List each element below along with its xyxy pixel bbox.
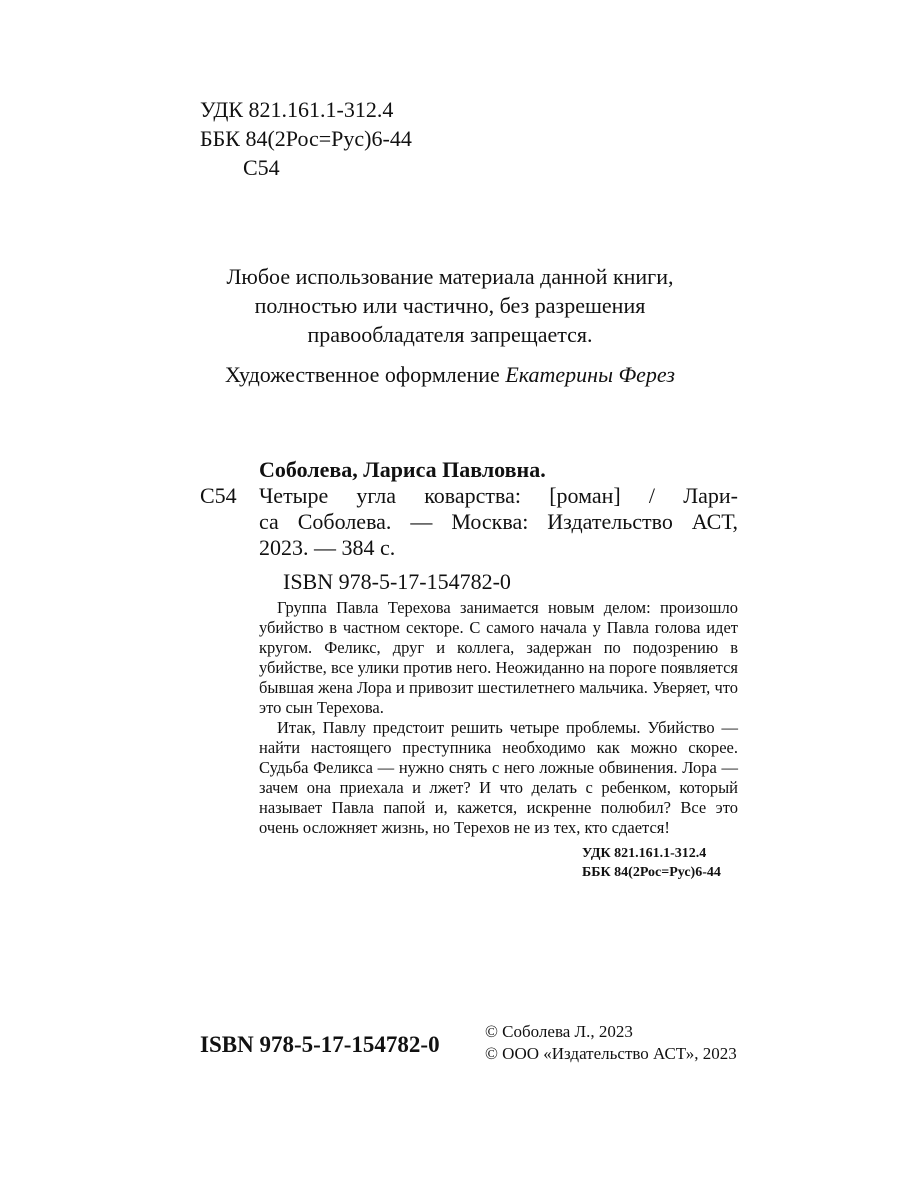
design-label: Художественное оформление xyxy=(225,362,500,387)
notice-line-3: правообладателя запрещается. xyxy=(307,322,593,347)
footer-isbn: ISBN 978-5-17-154782-0 xyxy=(200,1032,440,1057)
index-udk: УДК 821.161.1-312.4 xyxy=(582,846,707,861)
design-credit xyxy=(100,360,800,389)
bib-line-1: Четыре угла коварства: [роман] / Лари- xyxy=(259,483,738,508)
bib-author: Соболева, Лариса Павловна. xyxy=(259,457,546,482)
bib-line-2: са Соболева. — Москва: Издательство АСТ, xyxy=(259,509,738,534)
annotation-paragraph-1: Группа Павла Терехова занимается новым делом: произошло убийство в частном секторе. С самого начала у Павла голова идет кругом. Феликс, друг и коллега, задержан по подозрению в убийстве, все улики против него. Неожиданно на пороге появляется бывшая жена Лора и привозит шестилетнего мальчика. Уверяет, что это сын Терехова. xyxy=(259,598,738,717)
copyright-author: © Соболева Л., 2023 xyxy=(485,1022,633,1041)
bib-isbn: ISBN 978-5-17-154782-0 xyxy=(283,569,511,594)
copyright-publisher: © ООО «Издательство АСТ», 2023 xyxy=(485,1044,737,1063)
notice-line-2: полностью или частично, без разрешения xyxy=(254,293,646,318)
annotation xyxy=(259,598,738,838)
udk-code: УДК 821.161.1-312.4 xyxy=(200,97,394,122)
bib-mark: С54 xyxy=(200,483,237,508)
bib-line-3: 2023. — 384 с. xyxy=(259,535,396,560)
annotation-paragraph-2: Итак, Павлу предстоит решить четыре проблемы. Убийство — найти настоящего преступника необходимо как можно скорее. Судьба Феликса — нужно снять с него ложные обвинения. Лора — зачем она приехала и лжет? И что делать с ребенком, который называет Павла папой и, кажется, искренне полюбил? Все это очень осложняет жизнь, но Терехов не из тех, кто сдается! xyxy=(259,718,738,837)
bbk-code: ББК 84(2Рос=Рус)6-44 xyxy=(200,126,412,151)
author-mark: С54 xyxy=(243,155,280,180)
design-artist: Екатерины Ферез xyxy=(505,362,675,387)
notice-line-1: Любое использование материала данной книги, xyxy=(226,264,674,289)
index-bbk: ББК 84(2Рос=Рус)6-44 xyxy=(582,865,721,880)
